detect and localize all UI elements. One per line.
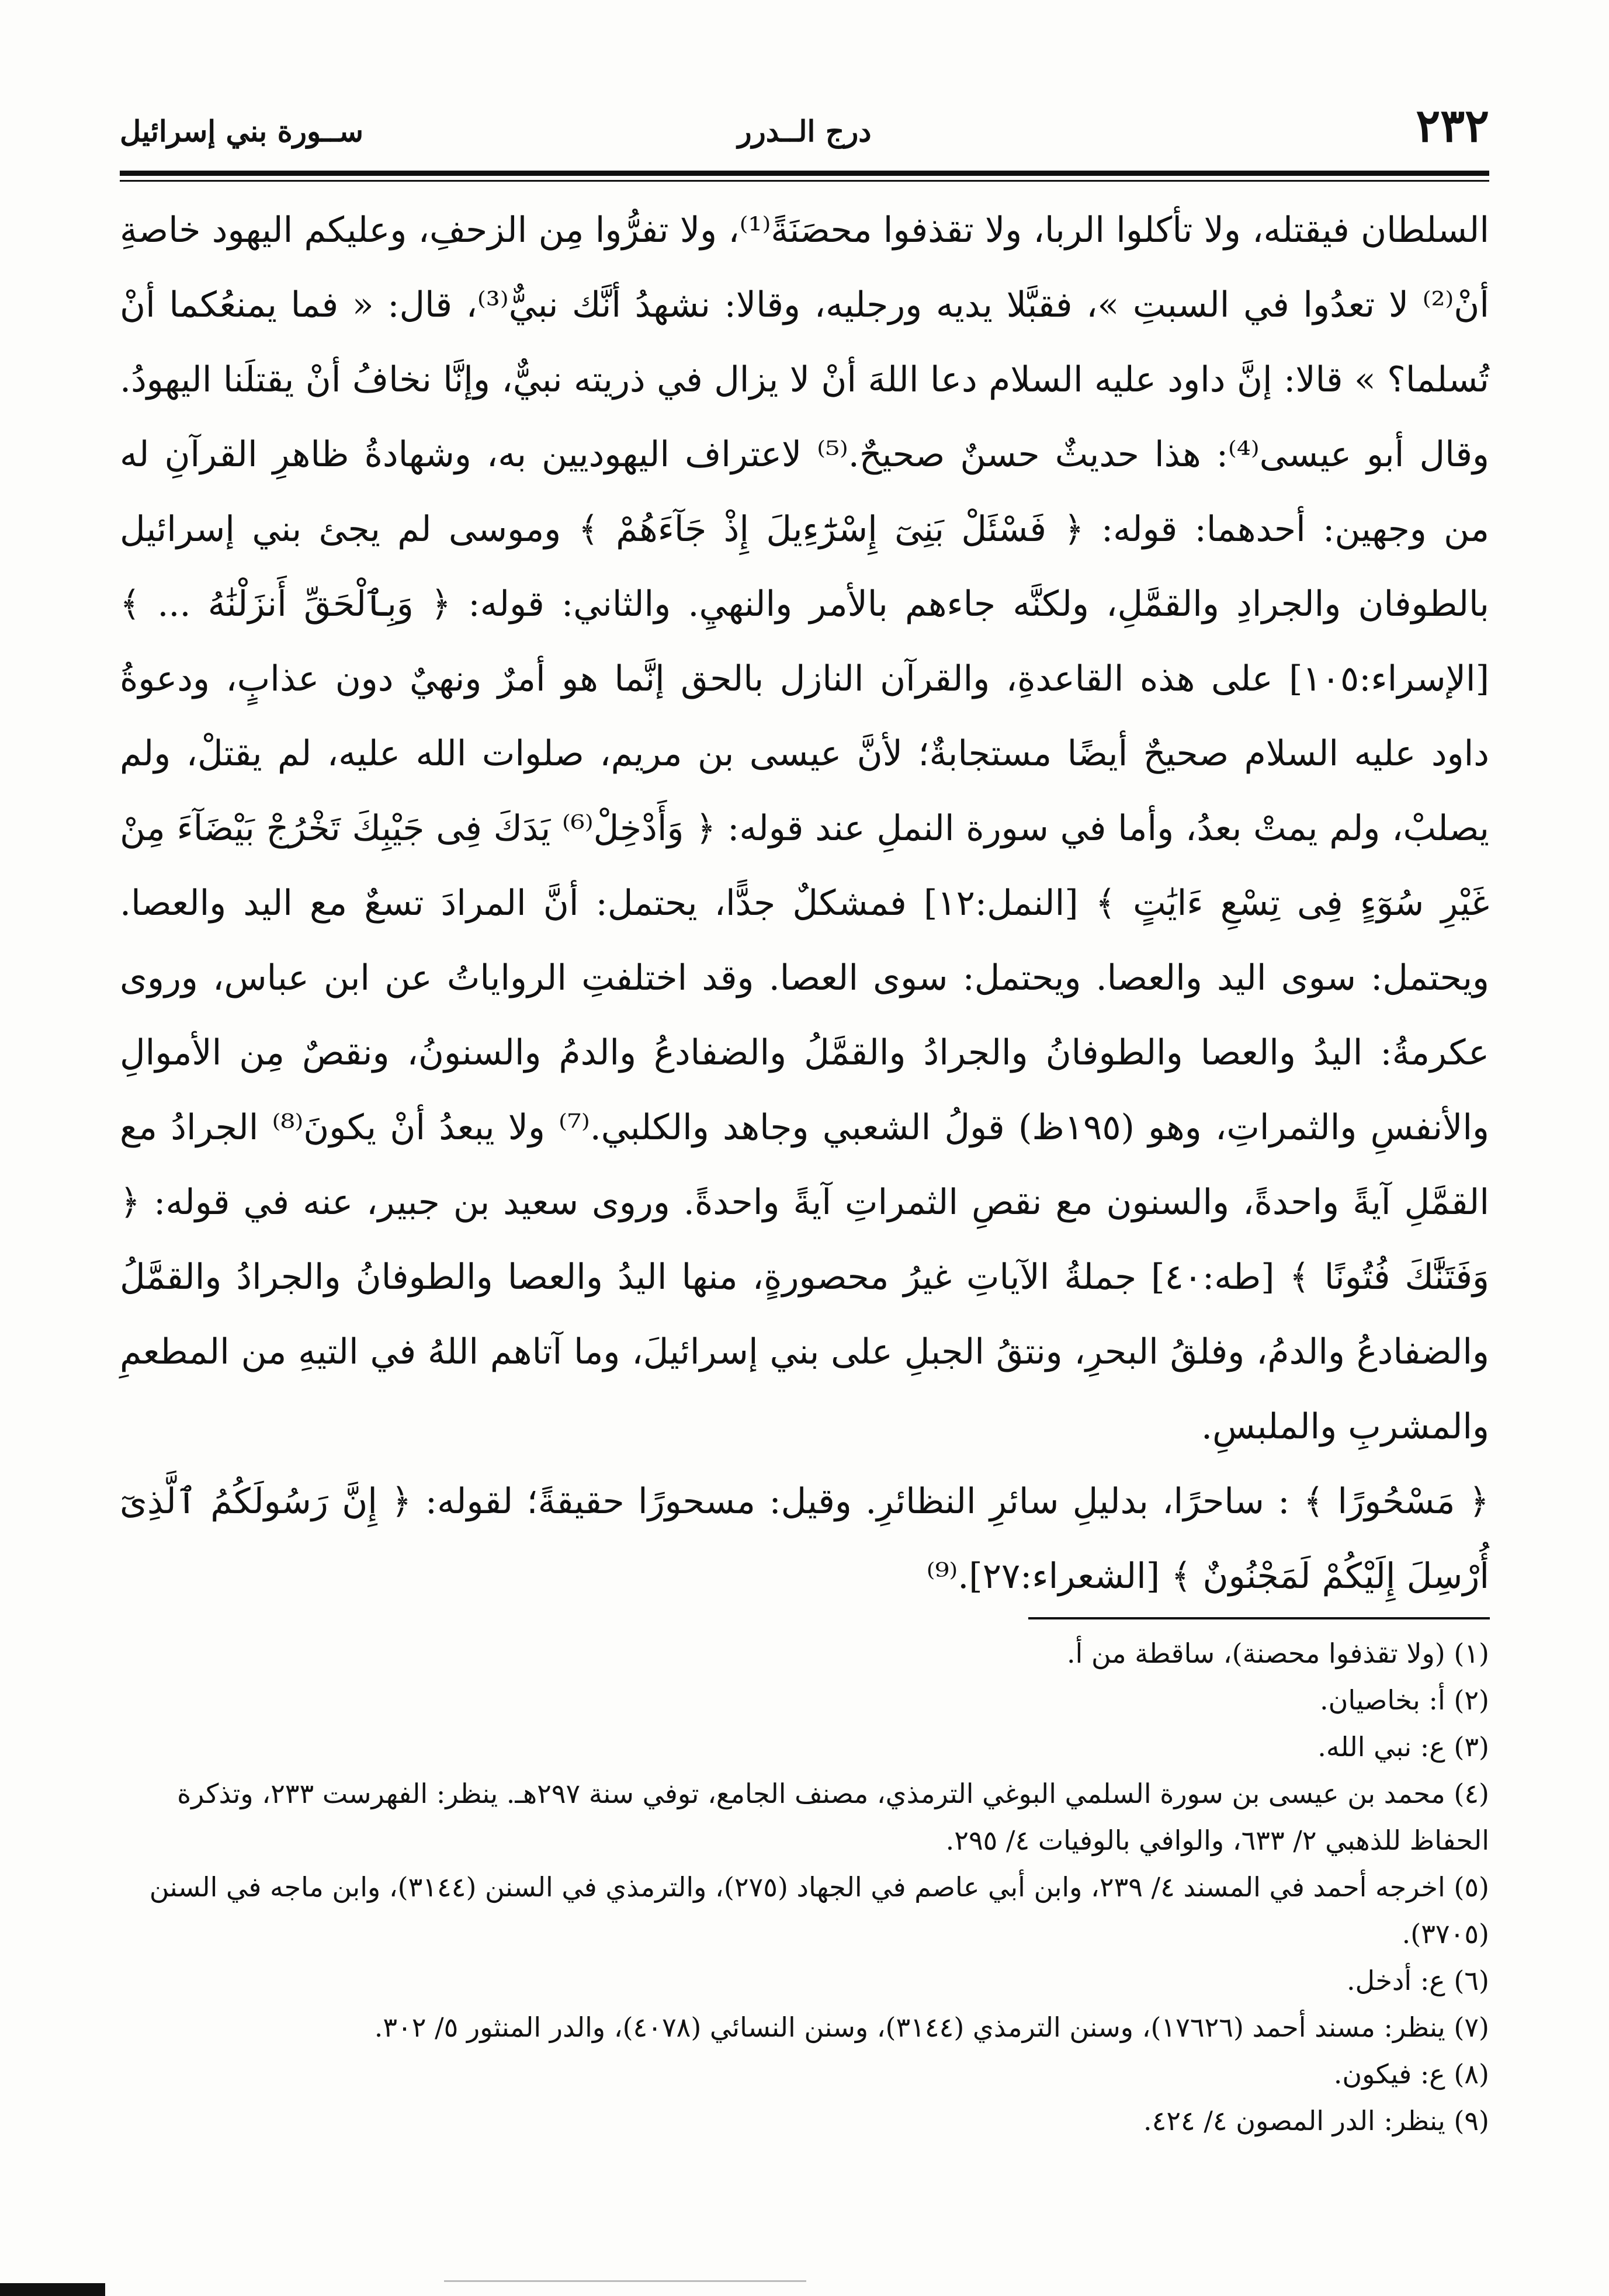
footnote: (٩) ينظر: الدر المصون ٤/ ٤٢٤.	[1143, 2105, 1489, 2137]
scan-artifact-line	[444, 2280, 806, 2282]
footnotes	[120, 1630, 1489, 2144]
book-title: درج الــدرر	[737, 114, 872, 148]
footnote: (٤) محمد بن عيسى بن سورة السلمي البوغي الترمذي، مصنف الجامع، توفي سنة ٢٩٧هـ. ينظر: الفهرست ٢٣٣، وتذكرة الحفاظ للذهبي ٢/ ٦٣٣، والوافي بالوفيات ٤/ ٢٩٥.	[177, 1778, 1489, 1856]
footnote: (٣) ع: نبي الله.	[1317, 1731, 1489, 1763]
paragraph: ﴿ مَسْحُورًا ﴾ : ساحرًا، بدليلِ سائرِ النظائرِ. وقيل: مسحورًا حقيقةً؛ لقوله: ﴿ إِنَّ رَسُولَكُمُ ٱلَّذِىٓ أُرْسِلَ إِلَيْكُمْ لَمَجْنُونٌ ﴾ [الشعراء:٢٧].⁽⁹⁾	[120, 1481, 1489, 1597]
header-rule-thick	[120, 171, 1489, 176]
footnote: (٨) ع: فيكون.	[1333, 2058, 1489, 2090]
header-rule-thin	[120, 180, 1489, 182]
footnote: (٢) أ: بخاصيان.	[1319, 1684, 1489, 1716]
footnote: (١) (ولا تقذفوا محصنة)، ساقطة من أ.	[1066, 1638, 1489, 1669]
footnote: (٦) ع: أدخل.	[1347, 1965, 1489, 1996]
page-header	[120, 88, 1489, 175]
paragraph: السلطان فيقتله، ولا تأكلوا الربا، ولا تقذفوا محصَنَةً⁽¹⁾، ولا تفرُّوا مِن الزحفِ، وعليكم اليهود خاصةِ أنْ⁽²⁾ لا تعدُوا في السبتِ »، فقبَّلا يديه ورجليه، وقالا: نشهدُ أنَّك نبيٌّ⁽³⁾، قال: « فما يمنعُكما أنْ تُسلما؟ » قالا: إنَّ داود عليه السلام دعا اللهَ أنْ لا يزال في ذريته نبيٌّ، وإنَّا نخافُ أنْ يقتلَنا اليهودُ. وقال أبو عيسى⁽⁴⁾: هذا حديثٌ حسنٌ صحيحٌ.⁽⁵⁾ لاعتراف اليهوديين به، وشهادةُ ظاهرِ القرآنِ له من وجهين: أحدهما: قوله: ﴿ فَسْئَلْ بَنِىٓ إِسْرَٰٓءِيلَ إِذْ جَآءَهُمْ ﴾ وموسى لم يجئ بني إسرائيل بالطوفان والجرادِ والقمَّلِ، ولكنَّه جاءهم بالأمر والنهيِ. والثاني: قوله: ﴿ وَبِٱلْحَقِّ أَنزَلْنَٰهُ ... ﴾ [الإسراء:١٠٥] على هذه القاعدةِ، والقرآن النازل بالحق إنَّما هو أمرٌ ونهيٌ دون عذابٍ، ودعوةُ داود عليه السلام صحيحٌ أيضًا مستجابةٌ؛ لأنَّ عيسى بن مريم، صلوات الله عليه، لم يقتلْ، ولم يصلبْ، ولم يمتْ بعدُ، وأما في سورة النملِ عند قوله: ﴿ وَأَدْخِلْ⁽⁶⁾ يَدَكَ فِى جَيْبِكَ تَخْرُجْ بَيْضَآءَ مِنْ غَيْرِ سُوٓءٍ فِى تِسْعِ ءَايَٰتٍ ﴾ [النمل:١٢] فمشكلٌ جدًّا، يحتمل: أنَّ المرادَ تسعٌ مع اليد والعصا. ويحتمل: سوى اليد والعصا. ويحتمل: سوى العصا. وقد اختلفتِ الرواياتُ عن ابن عباس، وروى عكرمةُ: اليدُ والعصا والطوفانُ والجرادُ والقمَّلُ والضفادعُ والدمُ والسنونُ، ونقصٌ مِن الأموالِ والأنفسِ والثمراتِ، وهو (١٩٥ظ) قولُ الشعبي وجاهد والكلبي.⁽⁷⁾ ولا يبعدُ أنْ يكونَ⁽⁸⁾ الجرادُ مع القمَّلِ آيةً واحدةً، والسنون مع نقصِ الثمراتِ آيةً واحدةً. وروى سعيد بن جبير، عنه في قوله: ﴿ وَفَتَنَّٰكَ فُتُونًا ﴾ [طه:٤٠] جملةُ الآياتِ غيرُ محصورةٍ، منها اليدُ والعصا والطوفانُ والجرادُ والقمَّلُ والضفادعُ والدمُ، وفلقُ البحرِ، ونتقُ الجبلِ على بني إسرائيلَ، وما آتاهم اللهُ في التيهِ من المطعمِ والمشربِ والملبسِ.	[120, 210, 1490, 1447]
surah-title: ســورة بني إسرائيل	[120, 114, 363, 148]
page-number: ٢٣٢	[1416, 99, 1489, 152]
footnote: (٧) ينظر: مسند أحمد (١٧٦٢٦)، وسنن الترمذي (٣١٤٤)، وسنن النسائي (٤٠٧٨)، والدر المنثور ٥/ ٣٠٢.	[374, 2011, 1489, 2043]
footnote: (٥) اخرجه أحمد في المسند ٤/ ٢٣٩، وابن أبي عاصم في الجهاد (٢٧٥)، والترمذي في السنن (٣١٤٤)، وابن ماجه في السنن (٣٧٠٥).	[149, 1871, 1489, 1950]
footnote-separator	[1028, 1617, 1490, 1619]
scan-edge-mark	[0, 2283, 105, 2296]
main-text	[120, 193, 1489, 1614]
